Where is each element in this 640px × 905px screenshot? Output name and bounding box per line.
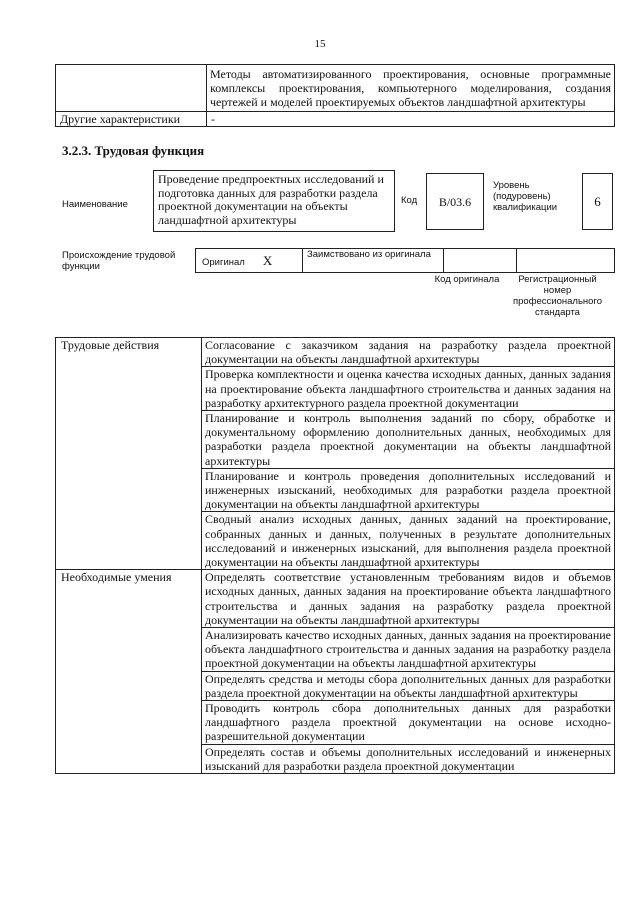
borrowed-label: Заимствовано из оригинала: [303, 249, 444, 273]
reg-number-cell: [517, 249, 615, 273]
table-row: [56, 65, 615, 112]
skill-item: Проводить контроль сбора дополнительных данных для разработки ландшафтного раздела проектной документации на основе исходно-разрешительной документации: [202, 701, 615, 745]
table-row: [56, 338, 615, 367]
labor-actions-label: Трудовые действия: [56, 338, 202, 570]
reg-number-caption: Регистрационный номер профессионального стандарта: [513, 274, 602, 318]
origin-label: Происхождение трудовой функции: [62, 250, 176, 272]
function-name-box: [153, 170, 395, 232]
methods-cell: Методы автоматизированного проектирования, основные программные комплексы проектирования, компьютерного моделирования, создания чертежей и моделей проектируемых объектов ландшафтной архитектуры: [207, 65, 615, 112]
original-label: Оригинал: [202, 256, 245, 268]
origin-table: [195, 248, 615, 273]
table-row: [56, 112, 615, 127]
labor-action-item: Сводный анализ исходных данных, данных заданий на проектирование, собранных данных и данных, полученных в результате дополнительных исследований и инженерных изысканий, для выполнения раздела проектной документации на объекты ландшафтной архитектуры: [202, 512, 615, 570]
code-box: [426, 173, 484, 230]
labor-action-item: Планирование и контроль проведения дополнительных исследований и инженерных изысканий, необходимых для разработки раздела проектной документации на объекты ландшафтной архитектуры: [202, 468, 615, 512]
labor-action-item: Планирование и контроль выполнения заданий по сбору, обработке и документальному оформлению дополнительных данных, необходимых для разработки раздела проектной документации на объекты ландшафтной архитектуры: [202, 411, 615, 469]
section-title: 3.2.3. Трудовая функция: [62, 143, 205, 158]
empty-label-cell: [56, 65, 207, 112]
name-label: Наименование: [62, 199, 128, 210]
other-characteristics-value: -: [207, 112, 615, 127]
table-row: [56, 570, 615, 628]
level-box: [582, 173, 613, 230]
original-mark: X: [262, 252, 273, 268]
labor-action-item: Проверка комплектности и оценка качества исходных данных, данных задания на проектирование объекта ландшафтного строительства и данных задания на разработку архитектурного раздела проектной документации: [202, 367, 615, 411]
continuation-table: [55, 64, 615, 127]
skill-item: Определять соответствие установленным требованиям видов и объемов исходных данных, данных задания на проектирование объекта ландшафтного строительства и данных задания на разработку раздела проектной документации на объекты ландшафтной архитектуры: [202, 570, 615, 628]
function-name-value: Проведение предпроектных исследований и подготовка данных для разработки раздела проектной документации на объекты ландшафтной архитектуры: [158, 172, 384, 227]
page-number: 15: [314, 38, 326, 50]
skill-item: Определять средства и методы сбора дополнительных данных для разработки раздела проектной документации на объекты ландшафтной архитектуры: [202, 671, 615, 700]
labor-function-table: [55, 337, 615, 774]
original-code-cell: [444, 249, 517, 273]
qualification-level-label: Уровень (подуровень) квалификации: [493, 180, 558, 213]
original-code-caption: Код оригинала: [434, 274, 500, 285]
skills-label: Необходимые умения: [56, 570, 202, 774]
code-label: Код: [401, 195, 418, 206]
labor-action-item: Согласование с заказчиком задания на разработку раздела проектной документации на объекты ландшафтной архитектуры: [202, 338, 615, 367]
code-value: B/03.6: [438, 195, 472, 209]
level-value: 6: [594, 194, 601, 209]
original-cell: [196, 249, 303, 273]
skill-item: Анализировать качество исходных данных, данных задания на проектирование объекта ландшафтного строительства и данных задания на разработку раздела проектной документации на объекты ландшафтной архитектуры: [202, 628, 615, 672]
other-characteristics-label: Другие характеристики: [56, 112, 207, 127]
skill-item: Определять состав и объемы дополнительных исследований и инженерных изысканий для разработки раздела проектной документации: [202, 744, 615, 773]
